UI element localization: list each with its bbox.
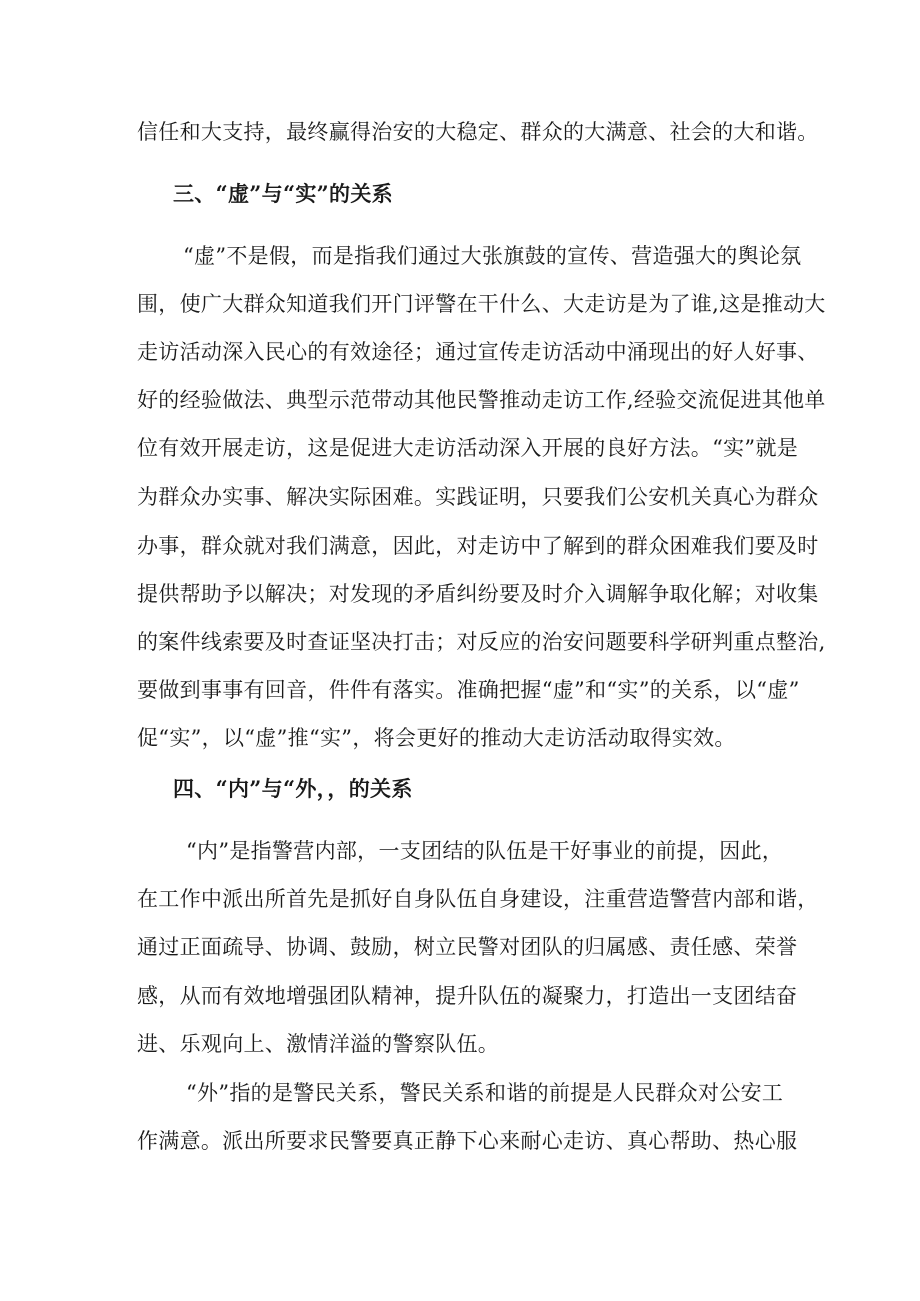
text-line: 信任和大支持，最终赢得治安的大稳定、群众的大满意、社会的大和谐。 (137, 120, 819, 144)
section-heading: 三、“虚”与“实”的关系 (173, 181, 393, 206)
text-line: 的案件线索要及时查证坚决打击；对反应的治安问题要科学研判重点整治, (137, 630, 826, 654)
text-line: 位有效开展走访，这是促进大走访活动深入开展的良好方法。“实”就是 (137, 436, 799, 460)
text-line: 围，使广大群众知道我们开门评警在干什么、大走访是为了谁,这是推动大 (137, 292, 826, 316)
text-line: 进、乐观向上、激情洋溢的警察队伍。 (137, 1032, 500, 1056)
text-line: “内”是指警营内部，一支团结的队伍是干好事业的前提，因此， (186, 839, 784, 863)
text-line: 感，从而有效地增强团队精神，提升队伍的凝聚力，打造出一支团结奋 (137, 984, 798, 1008)
text-line: 好的经验做法、典型示范带动其他民警推动走访工作,经验交流促进其他单 (137, 388, 826, 412)
section-heading: 四、“内”与“外，，的关系 (173, 776, 413, 801)
text-line: “外”指的是警民关系，警民关系和谐的前提是人民群众对公安工 (186, 1081, 784, 1105)
text-line: “虚”不是假，而是指我们通过大张旗鼓的宣传、营造强大的舆论氛 (183, 244, 802, 268)
text-line: 提供帮助予以解决；对发现的矛盾纠纷要及时介入调解争取化解；对收集 (137, 582, 819, 606)
text-line: 要做到事事有回音，件件有落实。准确把握“虚”和“实”的关系，以“虚” (137, 678, 800, 702)
text-line: 为群众办实事、解决实际困难。实践证明，只要我们公安机关真心为群众 (137, 485, 819, 509)
text-line: 在工作中派出所首先是抓好自身队伍自身建设，注重营造警营内部和谐， (137, 887, 819, 911)
text-line: 作满意。派出所要求民警要真正静下心来耐心走访、真心帮助、热心服 (137, 1129, 798, 1153)
text-line: 通过正面疏导、协调、鼓励，树立民警对团队的归属感、责任感、荣誉 (137, 935, 798, 959)
text-line: 促“实”，以“虚”推“实”，将会更好的推动大走访活动取得实效。 (137, 726, 736, 750)
text-line: 走访活动深入民心的有效途径；通过宣传走访活动中涌现出的好人好事、 (137, 340, 819, 364)
text-line: 办事，群众就对我们满意，因此，对走访中了解到的群众困难我们要及时 (137, 534, 819, 558)
